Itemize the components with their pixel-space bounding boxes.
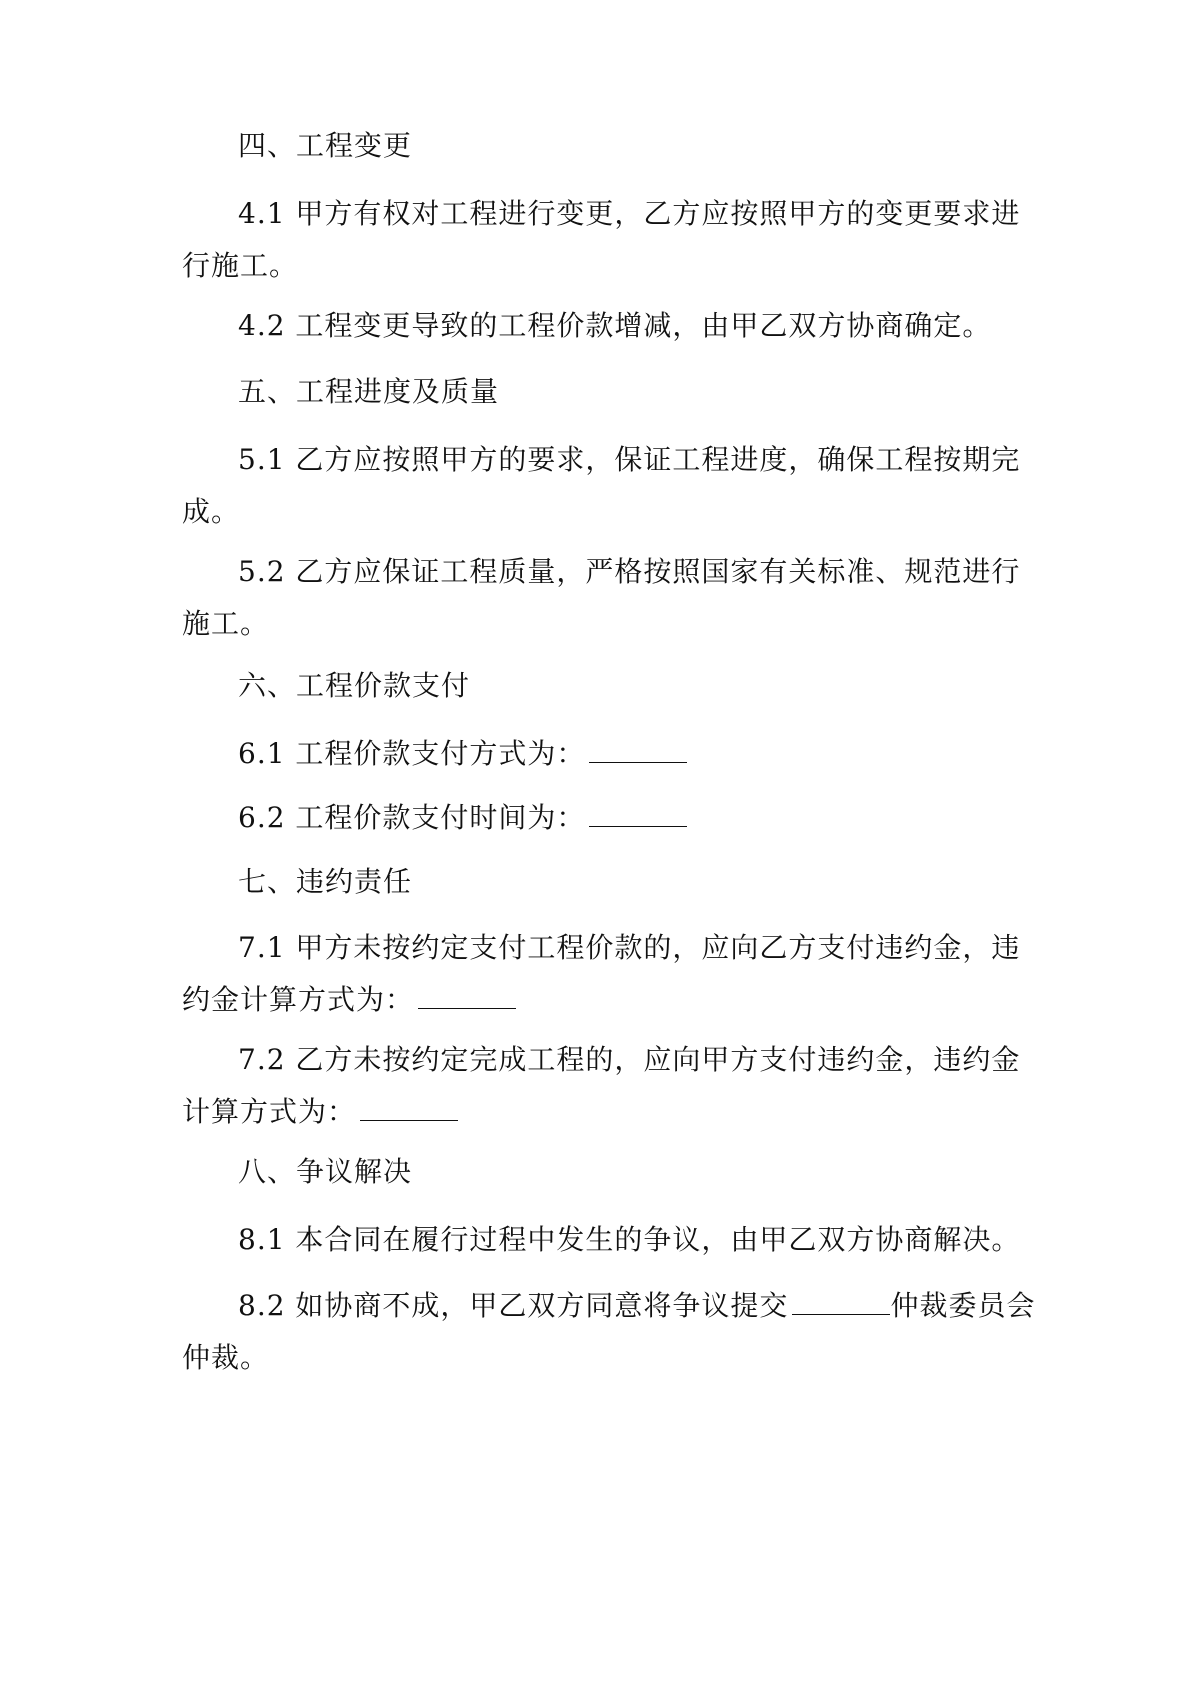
clause-8-1: 8.1 本合同在履行过程中发生的争议，由甲乙双方协商解决。 — [238, 1223, 1021, 1256]
section-5-heading: 五、工程进度及质量 — [238, 375, 500, 408]
clause-6-1-text: 6.1 工程价款支付方式为： — [238, 737, 586, 770]
clause-4-1: 4.1 甲方有权对工程进行变更，乙方应按照甲方的变更要求进 行施工。 — [182, 197, 1021, 282]
clause-8-2-text-b: 仲裁委员会 — [890, 1289, 1036, 1322]
blank-field[interactable] — [418, 978, 516, 1009]
clause-7-1: 7.1 甲方未按约定支付工程价款的，应向乙方支付违约金，违 约金计算方式为： — [182, 931, 1021, 1016]
section-7-heading: 七、违约责任 — [238, 865, 413, 898]
section-6-heading: 六、工程价款支付 — [238, 669, 471, 702]
blank-field[interactable] — [360, 1090, 458, 1121]
blank-field[interactable] — [792, 1284, 890, 1315]
clause-6-2-text: 6.2 工程价款支付时间为： — [238, 801, 586, 834]
clause-6-2 — [182, 792, 1002, 844]
clause-6-1 — [182, 728, 1002, 780]
clause-7-2: 7.2 乙方未按约定完成工程的，应向甲方支付违约金，违约金 计算方式为： — [182, 1043, 1021, 1128]
section-4-heading: 四、工程变更 — [238, 129, 413, 162]
clause-8-2-text-a: 8.2 如协商不成，甲乙双方同意将争议提交 — [238, 1289, 789, 1322]
clause-8-2: 8.2 如协商不成，甲乙双方同意将争议提交 仲裁委员会 仲裁。 — [182, 1280, 1002, 1384]
clause-4-2: 4.2 工程变更导致的工程价款增减，由甲乙双方协商确定。 — [238, 309, 992, 342]
clause-7-2-text-end: 计算方式为： — [182, 1095, 357, 1128]
clause-7-1-text-end: 约金计算方式为： — [182, 983, 415, 1016]
section-8-heading: 八、争议解决 — [238, 1155, 413, 1188]
blank-field[interactable] — [589, 732, 687, 763]
blank-field[interactable] — [589, 796, 687, 827]
clause-5-1: 5.1 乙方应按照甲方的要求，保证工程进度，确保工程按期完 成。 — [182, 443, 1021, 528]
clause-5-2: 5.2 乙方应保证工程质量，严格按照国家有关标准、规范进行 施工。 — [182, 555, 1021, 640]
